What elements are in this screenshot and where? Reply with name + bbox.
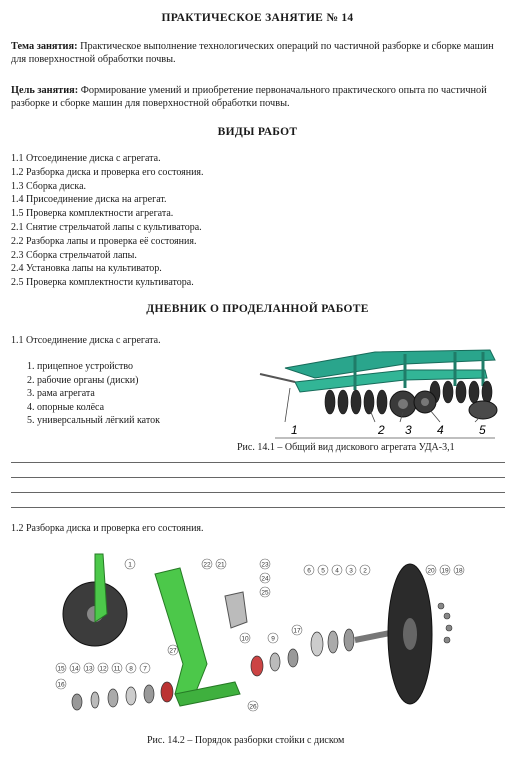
section-1-title: 1.1 Отсоединение диска с агрегата. bbox=[11, 335, 161, 346]
list-item: 1.2 Разборка диска и проверка его состояния. bbox=[11, 166, 204, 178]
callout bbox=[56, 663, 66, 673]
callout bbox=[360, 565, 370, 575]
callout bbox=[332, 565, 342, 575]
svg-text:9: 9 bbox=[271, 635, 275, 643]
svg-text:10: 10 bbox=[241, 635, 249, 643]
figure-label: 1 bbox=[291, 423, 298, 437]
list-item: 2.1 Снятие стрельчатой лапы с культиватора. bbox=[11, 221, 202, 233]
svg-text:27: 27 bbox=[169, 647, 177, 655]
callout bbox=[216, 559, 226, 569]
section-2-title: 1.2 Разборка диска и проверка его состояния. bbox=[11, 523, 204, 534]
topic-text: Практическое выполнение технологических операций по частичной разборке и сборке машин для поверхностной обработки почвы. bbox=[11, 41, 494, 65]
svg-text:18: 18 bbox=[455, 567, 463, 575]
callout bbox=[240, 633, 250, 643]
goal-label: Цель занятия: bbox=[11, 85, 79, 96]
goal-text: Формирование умений и приобретение первоначального практического опыта по частичной разборке и сборке машин для поверхностной обработки почвы. bbox=[11, 85, 487, 109]
callout bbox=[248, 701, 258, 711]
figure-label: 2 bbox=[378, 423, 385, 437]
svg-text:6: 6 bbox=[307, 567, 311, 575]
small-stand bbox=[95, 554, 107, 622]
svg-text:15: 15 bbox=[57, 665, 65, 673]
svg-text:20: 20 bbox=[427, 567, 435, 575]
goal-paragraph bbox=[11, 84, 507, 110]
callout bbox=[318, 565, 328, 575]
callout bbox=[304, 565, 314, 575]
svg-text:11: 11 bbox=[113, 665, 121, 673]
figure-label: 5 bbox=[479, 423, 486, 437]
svg-text:8: 8 bbox=[129, 665, 133, 673]
callout bbox=[125, 559, 135, 569]
list-item: 1.4 Присоединение диска на агрегат. bbox=[11, 194, 167, 206]
svg-text:3: 3 bbox=[349, 567, 353, 575]
callout bbox=[268, 633, 278, 643]
svg-text:7: 7 bbox=[143, 665, 147, 673]
figure-label: 3 bbox=[405, 423, 412, 437]
callout bbox=[140, 663, 150, 673]
callout bbox=[260, 573, 270, 583]
figure-14-1-caption: Рис. 14.1 – Общий вид дискового агрегата УДА-3,1 bbox=[237, 442, 455, 453]
figure-14-2-caption: Рис. 14.2 – Порядок разборки стойки с диском bbox=[147, 735, 345, 746]
callout bbox=[260, 559, 270, 569]
callout bbox=[426, 565, 436, 575]
svg-text:19: 19 bbox=[441, 567, 449, 575]
work-types-list bbox=[11, 152, 204, 290]
svg-text:17: 17 bbox=[293, 627, 301, 635]
callout bbox=[126, 663, 136, 673]
list-item: 1.5 Проверка комплектности агрегата. bbox=[11, 208, 174, 220]
topic-label: Тема занятия: bbox=[11, 41, 78, 52]
list-item: 1. прицепное устройство bbox=[27, 361, 134, 372]
callout bbox=[260, 587, 270, 597]
svg-text:23: 23 bbox=[261, 561, 269, 569]
work-types-heading: ВИДЫ РАБОТ bbox=[217, 126, 298, 138]
figure-label: 4 bbox=[437, 423, 444, 437]
disc-harrow-figure bbox=[255, 330, 510, 442]
list-item: 2. рабочие органы (диски) bbox=[27, 374, 139, 386]
svg-text:1: 1 bbox=[128, 561, 132, 569]
answer-line bbox=[11, 492, 505, 493]
callout bbox=[346, 565, 356, 575]
callout bbox=[440, 565, 450, 575]
callout bbox=[98, 663, 108, 673]
svg-text:26: 26 bbox=[249, 703, 257, 711]
svg-text:4: 4 bbox=[335, 567, 339, 575]
diary-heading: ДНЕВНИК О ПРОДЕЛАННОЙ РАБОТЕ bbox=[146, 303, 369, 315]
list-item: 2.3 Сборка стрельчатой лапы. bbox=[11, 249, 137, 261]
list-item: 1.3 Сборка диска. bbox=[11, 180, 87, 192]
list-item: 2.5 Проверка комплектности культиватора. bbox=[11, 277, 194, 289]
callout bbox=[202, 559, 212, 569]
answer-line bbox=[11, 462, 505, 463]
callout bbox=[84, 663, 94, 673]
answer-line bbox=[11, 477, 505, 478]
svg-text:12: 12 bbox=[99, 665, 107, 673]
svg-text:21: 21 bbox=[217, 561, 225, 569]
svg-text:5: 5 bbox=[321, 567, 325, 575]
svg-text:14: 14 bbox=[71, 665, 79, 673]
callout bbox=[70, 663, 80, 673]
main-stand bbox=[155, 568, 207, 694]
bracket-plate bbox=[225, 592, 247, 628]
callout bbox=[168, 645, 178, 655]
svg-text:25: 25 bbox=[261, 589, 269, 597]
svg-text:2: 2 bbox=[363, 567, 367, 575]
callout bbox=[454, 565, 464, 575]
list-item: 1.1 Отсоединение диска с агрегата. bbox=[11, 153, 161, 164]
list-item: 4. опорные колёса bbox=[27, 401, 105, 413]
roller bbox=[469, 401, 497, 419]
svg-text:22: 22 bbox=[203, 561, 211, 569]
callout bbox=[112, 663, 122, 673]
svg-text:24: 24 bbox=[261, 575, 269, 583]
list-item: 2.2 Разборка лапы и проверка её состояния. bbox=[11, 235, 197, 247]
list-item: 5. универсальный лёгкий каток bbox=[27, 415, 160, 427]
callout bbox=[292, 625, 302, 635]
list-item: 3. рама агрегата bbox=[27, 388, 95, 400]
page-title: ПРАКТИЧЕСКОЕ ЗАНЯТИЕ № 14 bbox=[161, 12, 354, 24]
topic-paragraph bbox=[11, 40, 507, 66]
svg-text:13: 13 bbox=[85, 665, 93, 673]
hitch bbox=[260, 374, 295, 382]
parts-list bbox=[27, 360, 160, 428]
answer-line bbox=[11, 507, 505, 508]
exploded-view-figure bbox=[55, 544, 475, 730]
callout bbox=[56, 679, 66, 689]
svg-text:16: 16 bbox=[57, 681, 65, 689]
list-item: 2.4 Установка лапы на культиватор. bbox=[11, 263, 162, 275]
